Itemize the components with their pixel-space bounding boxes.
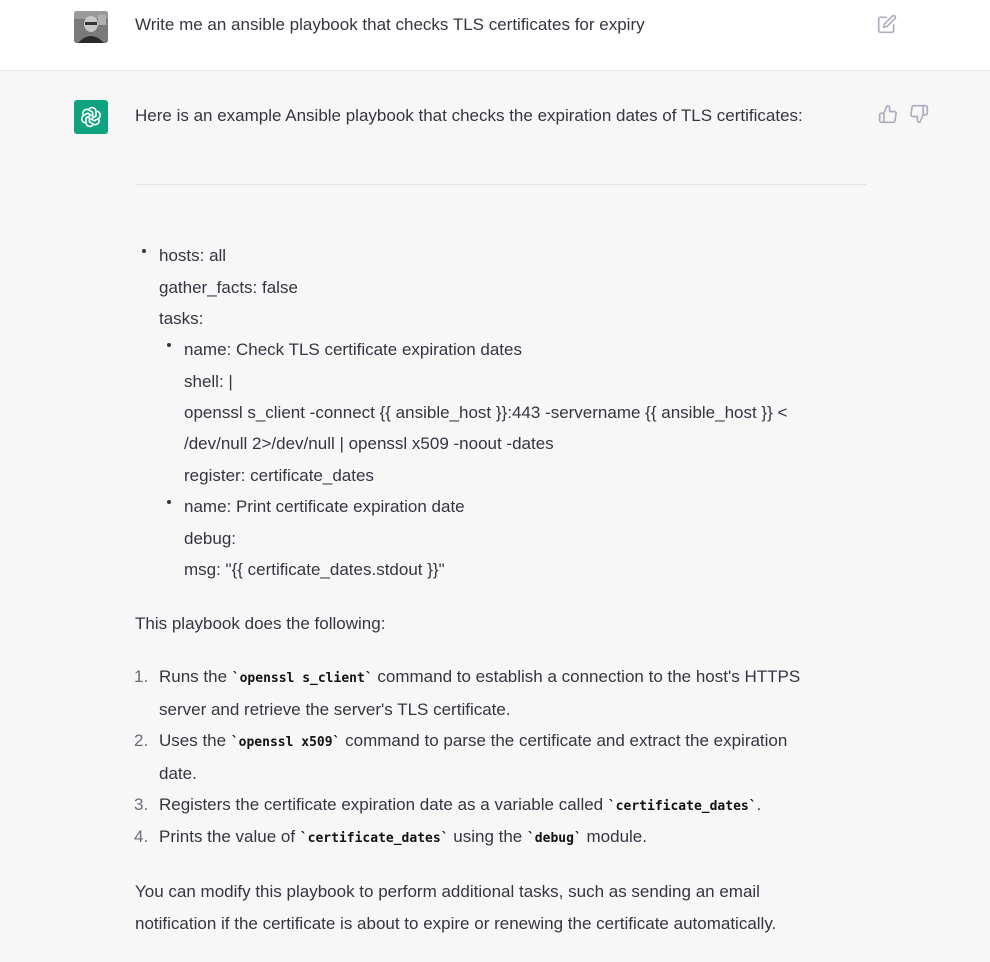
edit-message-button[interactable]: [877, 14, 897, 34]
inline-code: `certificate_dates`: [299, 831, 449, 846]
thumbs-up-button[interactable]: [878, 104, 898, 124]
playbook-line: /dev/null 2>/dev/null | openssl x509 -noout -dates: [184, 434, 554, 453]
inline-code: `debug`: [526, 831, 582, 846]
list-number: 3.: [134, 795, 149, 814]
inline-code: `openssl x509`: [230, 735, 341, 750]
list-item: Prints the value of `certificate_dates` using the `debug` module.: [159, 827, 647, 846]
list-item: Uses the `openssl x509` command to parse the certificate and extract the expiration: [159, 731, 788, 750]
list-number: 2.: [134, 731, 149, 750]
inline-code: `openssl s_client`: [231, 671, 373, 686]
playbook-line: shell: |: [184, 372, 233, 391]
playbook-line: tasks:: [159, 309, 204, 328]
playbook-line: hosts: all: [159, 246, 227, 265]
playbook-line: register: certificate_dates: [184, 466, 374, 485]
inline-code: `certificate_dates`: [607, 799, 757, 814]
bullet: [167, 343, 171, 347]
divider: [135, 184, 866, 185]
playbook-line: name: Print certificate expiration date: [184, 497, 465, 516]
playbook-line: gather_facts: false: [159, 278, 298, 297]
assistant-message-row: [0, 72, 990, 962]
playbook-line: msg: "{{ certificate_dates.stdout }}": [184, 560, 445, 579]
thumbs-up-icon: [878, 104, 898, 124]
playbook-line: debug:: [184, 529, 236, 548]
bullet: [142, 249, 146, 253]
list-item-continuation: server and retrieve the server's TLS certificate.: [159, 700, 511, 719]
edit-icon: [877, 14, 897, 34]
list-item-continuation: date.: [159, 764, 197, 783]
user-message-row: [0, 0, 990, 71]
closing-text: notification if the certificate is about to expire or renewing the certificate automatically.: [135, 914, 777, 933]
assistant-intro-text: Here is an example Ansible playbook that checks the expiration dates of TLS certificates:: [135, 106, 803, 125]
list-number: 1.: [134, 667, 149, 686]
openai-logo-icon: [79, 105, 103, 129]
user-avatar: [74, 11, 108, 43]
closing-text: You can modify this playbook to perform additional tasks, such as sending an email: [135, 882, 760, 901]
list-item: Runs the `openssl s_client` command to establish a connection to the host's HTTPS: [159, 667, 801, 686]
bullet: [167, 500, 171, 504]
playbook-line: name: Check TLS certificate expiration dates: [184, 340, 522, 359]
thumbs-down-button[interactable]: [909, 104, 929, 124]
summary-heading: This playbook does the following:: [135, 614, 386, 633]
assistant-avatar: [74, 100, 108, 134]
list-item: Registers the certificate expiration date as a variable called `certificate_dates`.: [159, 795, 762, 814]
user-message-text: Write me an ansible playbook that checks TLS certificates for expiry: [135, 15, 645, 34]
list-number: 4.: [134, 827, 149, 846]
thumbs-down-icon: [909, 104, 929, 124]
user-avatar-photo: [74, 11, 108, 43]
playbook-line: openssl s_client -connect {{ ansible_host }}:443 -servername {{ ansible_host }} <: [184, 403, 788, 422]
